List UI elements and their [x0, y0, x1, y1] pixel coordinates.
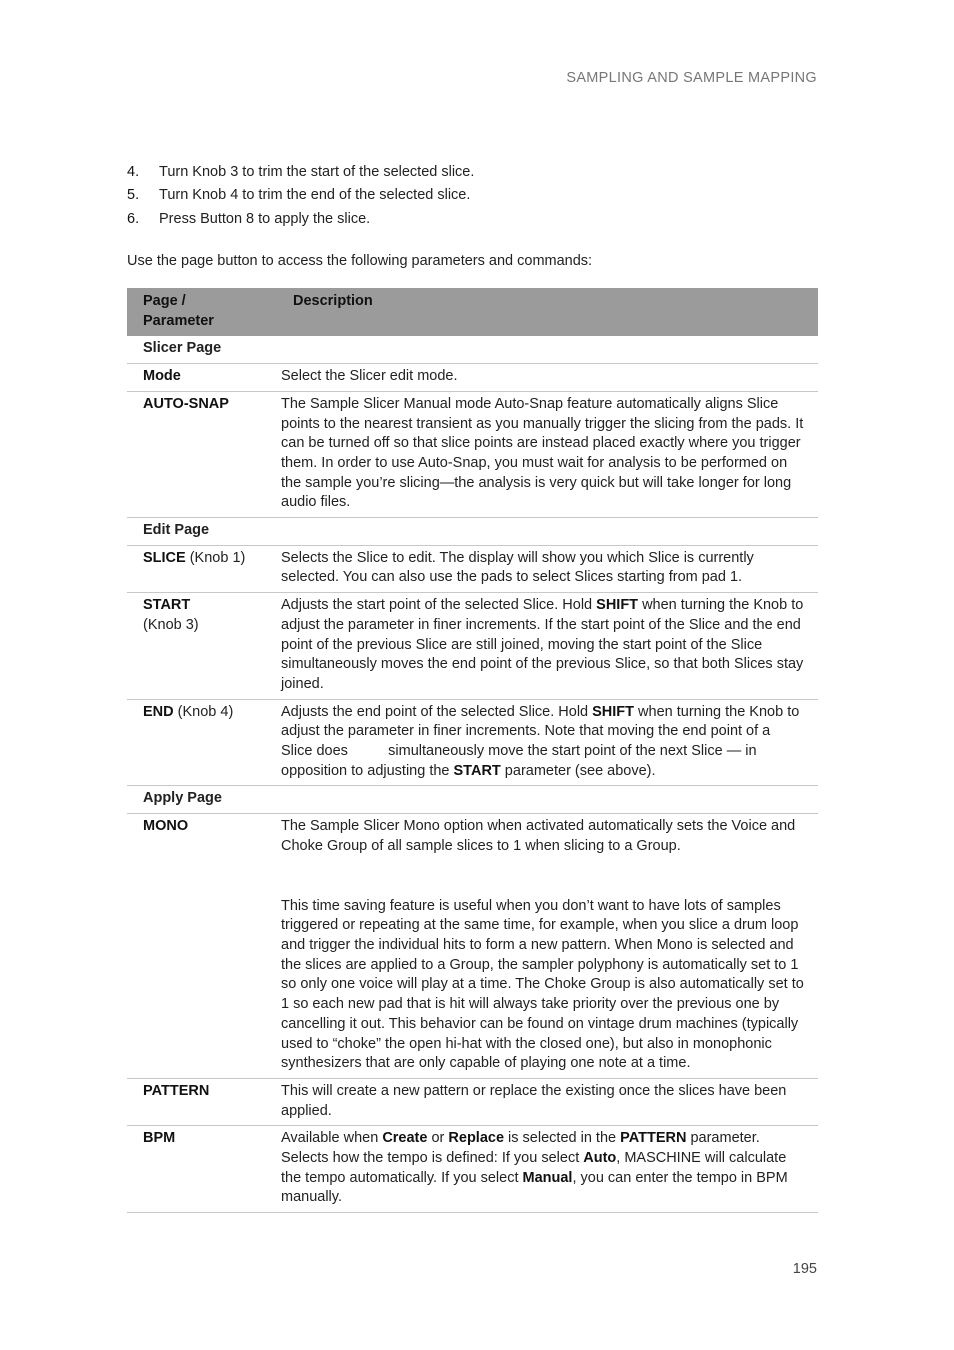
table-row	[127, 545, 818, 592]
step-number: 6.	[127, 210, 140, 227]
list-item	[127, 207, 827, 231]
list-item	[127, 184, 827, 208]
step-text: Press Button 8 to apply the slice.	[159, 210, 371, 227]
parameter-table	[127, 288, 818, 1213]
page-number: 195	[792, 1261, 817, 1277]
desc-bold: PATTERN	[620, 1130, 687, 1147]
table-row	[127, 814, 818, 1079]
step-number: 4.	[127, 163, 140, 180]
param-label: MONO	[143, 818, 189, 835]
table-row	[127, 391, 818, 517]
param-description: Select the Slicer edit mode.	[281, 364, 818, 392]
desc-bold: START	[453, 762, 501, 779]
param-label: AUTO-SNAP	[143, 395, 229, 412]
param-name	[127, 814, 281, 1079]
param-description	[281, 593, 818, 700]
step-number: 5.	[127, 187, 140, 204]
desc-text: is selected in the	[504, 1130, 621, 1147]
step-list	[127, 160, 827, 231]
table-row	[127, 1078, 818, 1125]
param-label: BPM	[143, 1130, 176, 1147]
section-title: Apply Page	[127, 786, 818, 814]
desc-bold: Replace	[448, 1130, 505, 1147]
param-name	[127, 364, 281, 392]
header-description: Description	[281, 288, 818, 336]
intro-paragraph: Use the page button to access the following parameters and commands:	[127, 253, 593, 269]
desc-text: , you can enter the tempo in BPM manually.	[281, 1169, 788, 1206]
desc-text: Adjusts the end point of the selected Slice. Hold	[281, 703, 593, 720]
param-description: The Sample Slicer Manual mode Auto-Snap feature automatically aligns Slice points to the nearest transient as you manually trigger the slicing from the pads. It can be turned off so that slice points are instead placed exactly where you trigger them. In order to use Auto-Snap, you must wait for analysis to be performed on the sample you’re slicing—the analysis is very quick but will take longer for long audio files.	[281, 391, 818, 517]
desc-bold: SHIFT	[596, 597, 639, 614]
desc-text: , MASCHINE will calculate the tempo automatically. If you select	[281, 1150, 787, 1186]
step-text: Turn Knob 4 to trim the end of the selected slice.	[159, 187, 471, 204]
step-text: Turn Knob 3 to trim the start of the selected slice.	[159, 163, 475, 180]
section-row	[127, 786, 818, 814]
desc-paragraph: This time saving feature is useful when you don’t want to have lots of samples triggered or repeating at the same time, for example, when you slice a drum loop and trigger the individual hits to form a new pattern. When Mono is selected and the slices are applied to a Group, the sampler polyphony is automatically set to 1 so only one voice will play at a time. The Choke Group is also automatically set to 1 so each new pad that is hit will always take priority over the previous one by cancelling it out. This behavior can be found on vintage drum machines (typically used to “choke” the open hi-hat with the closed one), but also in monophonic synthesizers that are only capable of playing one note at a time.	[281, 897, 804, 1072]
section-title: Edit Page	[127, 518, 818, 546]
desc-text: parameter (see above).	[500, 762, 656, 779]
param-description	[281, 814, 818, 1079]
header-page-parameter	[127, 288, 281, 336]
section-title: Slicer Page	[127, 336, 818, 363]
param-name	[127, 699, 281, 786]
desc-text: Adjusts the start point of the selected Slice. Hold	[281, 597, 597, 614]
param-description	[281, 1126, 818, 1213]
param-name	[127, 545, 281, 592]
param-label: END	[143, 703, 174, 720]
desc-bold: SHIFT	[592, 703, 635, 720]
param-knob: (Knob 4)	[173, 703, 234, 720]
table-row	[127, 593, 818, 700]
param-name	[127, 1126, 281, 1213]
param-label: START	[143, 597, 191, 614]
list-item	[127, 160, 827, 184]
param-label: Mode	[143, 368, 181, 385]
desc-bold: Auto	[583, 1150, 617, 1167]
header-text: Page /	[143, 293, 186, 309]
section-row	[127, 518, 818, 546]
param-name	[127, 1078, 281, 1125]
desc-text: parameter. Selects how the tempo is defined: If you select	[281, 1130, 760, 1167]
running-header: SAMPLING AND SAMPLE MAPPING	[566, 70, 817, 86]
param-label: SLICE	[143, 549, 186, 566]
paragraph-gap	[281, 857, 804, 897]
desc-bold: Manual	[522, 1169, 573, 1186]
param-description	[281, 699, 818, 786]
table-header-row	[127, 288, 818, 336]
desc-text: when turning the Knob to adjust the parameter in finer increments. Note that moving the end point of a Slice does simultaneously move the start point of the next Slice — in opposition to adjusting the	[281, 703, 804, 779]
param-label: PATTERN	[143, 1082, 210, 1099]
header-text: Parameter	[143, 312, 214, 329]
param-knob: (Knob 3)	[143, 616, 199, 633]
table-row	[127, 699, 818, 786]
desc-paragraph: The Sample Slicer Mono option when activated automatically sets the Voice and Choke Group of all sample slices to 1 when slicing to a Group.	[281, 818, 796, 854]
desc-text: or	[427, 1130, 449, 1147]
desc-bold: Create	[382, 1130, 428, 1147]
param-name	[127, 593, 281, 700]
param-description: Selects the Slice to edit. The display will show you which Slice is currently selected. You can also use the pads to select Slices starting from pad 1.	[281, 545, 818, 592]
desc-text: when turning the Knob to adjust the parameter in finer increments. If the start point of the Slice and the end point of the previous Slice are still joined, moving the start point of the Slice simultaneously moves the end point of the previous Slice, so that both Slices stay joined.	[281, 597, 804, 692]
table-row	[127, 364, 818, 392]
section-row	[127, 336, 818, 363]
param-knob: (Knob 1)	[185, 549, 246, 566]
param-description: This will create a new pattern or replace the existing once the slices have been applied.	[281, 1078, 818, 1125]
table-row	[127, 1126, 818, 1213]
desc-text: Available when	[281, 1130, 383, 1147]
param-name	[127, 391, 281, 517]
